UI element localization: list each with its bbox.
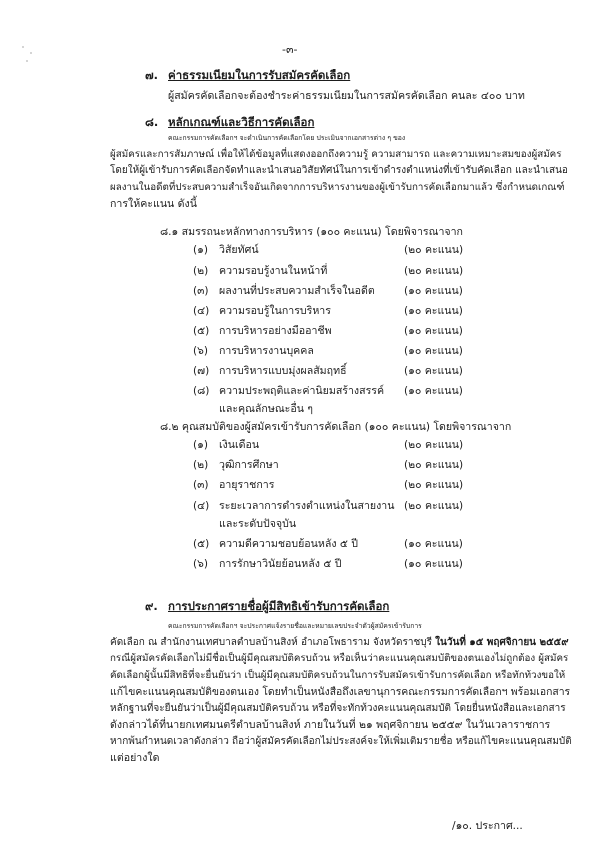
sub1-score: (๑๐ คะแนน): [404, 285, 463, 297]
sub1-score: (๑๐ คะแนน): [404, 365, 463, 377]
section8-intro: [110, 130, 570, 213]
section9-heading: [145, 598, 389, 616]
sub2-score: (๒๐ คะแนน): [404, 439, 464, 451]
section9-line: หลักฐานที่จะยืนยันว่าเป็นผู้มีคุณสมบัติครบถ้วน หรือที่จะทักท้วงคะแนนคุณสมบัติ โดยยื่นหนังสือและเอกสาร: [110, 702, 566, 714]
scan-speck: [30, 52, 32, 54]
section9-line: กรณีผู้สมัครคัดเลือกไม่มีชื่อเป็นผู้มีคุณสมบัติครบถ้วน หรือเห็นว่าคะแนนคุณสมบัติของตนเองไม่ถูกต้อง ผู้สมัคร: [110, 653, 569, 664]
sub1-item-continued: และคุณลักษณะอื่น ๆ: [219, 403, 313, 415]
sub1-score: (๒๐ คะแนน): [404, 244, 464, 256]
sub2-item: (๕) ความดีความชอบย้อนหลัง ๕ ปี: [193, 538, 359, 550]
sub2-score: (๒๐ คะแนน): [404, 459, 464, 471]
sub2-title: ๘.๒ คุณสมบัติของผู้สมัครเข้ารับการคัดเลือก (๑๐๐ คะแนน) โดยพิจารณาจาก: [160, 421, 512, 433]
sub1-item: (๗) การบริหารแบบมุ่งผลสัมฤทธิ์: [193, 365, 347, 377]
sub2-item: (๖) การรักษาวินัยย้อนหลัง ๕ ปี: [193, 558, 342, 570]
section7-title: ค่าธรรมเนียมในการรับสมัครคัดเลือก: [168, 68, 351, 82]
section8-title: หลักเกณฑ์และวิธีการคัดเลือก: [168, 115, 315, 129]
sub1-item: (๖) การบริหารงานบุคคล: [193, 345, 314, 357]
sub1-score: (๑๐ คะแนน): [404, 305, 463, 317]
section9-line: คัดเลือกผู้นั้นมีสิทธิที่จะยื่นยันว่า เป็นผู้มีคุณสมบัติครบถ้วนในการรับสมัครเข้ารับการคัดเลือก หรือทักท้วงขอให้: [110, 669, 566, 681]
sub2-score: (๑๐ คะแนน): [404, 558, 463, 570]
section9-line: หากพ้นกำหนดเวลาดังกล่าว ถือว่าผู้สมัครคัดเลือกไม่ประสงค์จะให้เพิ่มเติมรายชื่อ หรือแก้ไขคะแนนคุณสมบัติ: [110, 735, 572, 747]
sub1-item: (๔) ความรอบรู้ในการบริหาร: [193, 305, 331, 317]
section9-line: แต่อย่างใด: [110, 752, 160, 764]
section9-line: ดังกล่าวได้ที่นายกเทศมนตรีตำบลบ้านสิงห์ ภายในวันที่ ๒๑ พฤศจิกายน ๒๕๕๙ ในวันเวลาราชการ: [110, 719, 551, 731]
section8-number: ๘.: [145, 115, 159, 129]
sub2-score: (๒๐ คะแนน): [404, 479, 464, 491]
sub2-item: (๒) วุฒิการศึกษา: [193, 459, 279, 471]
announcement-date: ในวันที่ ๑๕ พฤศจิกายน ๒๕๕๙: [435, 636, 569, 648]
section8-intro-line: โดยให้ผู้เข้ารับการคัดเลือกจัดทำและนำเสนอวิสัยทัศน์ในการเข้าดำรงตำแหน่งที่เข้ารับคัดเลือก และนำเสนอ: [110, 165, 568, 176]
sub2-score: (๑๐ คะแนน): [404, 538, 463, 550]
section7-text: ผู้สมัครคัดเลือกจะต้องชำระค่าธรรมเนียมในการสมัครคัดเลือก คนละ ๔๐๐ บาท: [168, 90, 525, 102]
section9-title: การประกาศรายชื่อผู้มีสิทธิเข้ารับการคัดเลือก: [168, 599, 390, 613]
sub1-title: ๘.๑ สมรรถนะหลักทางการบริหาร (๑๐๐ คะแนน) โดยพิจารณาจาก: [160, 226, 463, 238]
sub1-score: (๑๐ คะแนน): [404, 325, 463, 337]
section9-line: แก้ไขคะแนนคุณสมบัติของตนเอง โดยทำเป็นหนังสือถึงเลขานุการคณะกรรมการคัดเลือกฯ พร้อมเอกสาร: [110, 686, 571, 698]
section9-body: [110, 618, 572, 767]
sub1-item: (๑) วิสัยทัศน์: [193, 244, 259, 256]
sub1-item: (๒) ความรอบรู้งานในหน้าที่: [193, 265, 328, 277]
scan-speck: [22, 46, 24, 48]
sub1-score: (๑๐ คะแนน): [404, 385, 463, 397]
section8-intro-line: ผู้สมัครและการสัมภาษณ์ เพื่อให้ได้ข้อมูลที่แสดงออกถึงความรู้ ความสามารถ และความเหมาะสมของผู้สมัคร: [110, 148, 562, 160]
continuation-footer: /๑๐. ประกาศ...: [452, 820, 523, 832]
scan-speck: [26, 60, 28, 62]
sub2-item: (๑) เงินเดือน: [193, 439, 260, 451]
section7-heading: [145, 67, 350, 85]
sub2-item-continued: และระดับปัจจุบัน: [219, 518, 297, 530]
sub1-item: (๓) ผลงานที่ประสบความสำเร็จในอดีต: [193, 285, 375, 297]
section9-line: คณะกรรมการคัดเลือกฯ จะประกาศแจ้งรายชื่อและหมายเลขประจำตัวผู้สมัครเข้ารับการ: [168, 622, 422, 630]
sub1-score: (๑๐ คะแนน): [404, 345, 463, 357]
sub2-item: (๓) อายุราชการ: [193, 479, 275, 491]
section9-line: คัดเลือก ณ สำนักงานเทศบาลตำบลบ้านสิงห์ อำเภอโพธาราม จังหวัดราชบุรี ในวันที่ ๑๕ พฤศจิกายน ๒๕๕๙: [110, 636, 569, 648]
section8-intro-line: การให้คะแนน ดังนี้: [110, 198, 197, 210]
sub2-score: (๒๐ คะแนน): [404, 500, 464, 512]
section8-intro-line: คณะกรรมการคัดเลือกฯ จะดำเนินการคัดเลือกโดย ประเมินจากเอกสารต่าง ๆ ของ: [168, 134, 406, 142]
section7-number: ๗.: [145, 68, 159, 82]
section9-number: ๙.: [145, 599, 158, 613]
sub1-item: (๘) ความประพฤติและค่านิยมสร้างสรรค์: [193, 385, 385, 397]
sub1-item: (๕) การบริหารอย่างมืออาชีพ: [193, 325, 332, 337]
sub2-item: (๔) ระยะเวลาการดำรงตำแหน่งในสายงาน: [193, 500, 395, 512]
page-number: -๓-: [282, 43, 298, 56]
section8-intro-line: ผลงานในอดีตที่ประสบความสำเร็จอันเกิดจากการบริหารงานของผู้เข้ารับการคัดเลือกมาแล้ว ซึ่งกำหนดเกณฑ์: [110, 181, 565, 193]
sub1-score: (๒๐ คะแนน): [404, 265, 464, 277]
